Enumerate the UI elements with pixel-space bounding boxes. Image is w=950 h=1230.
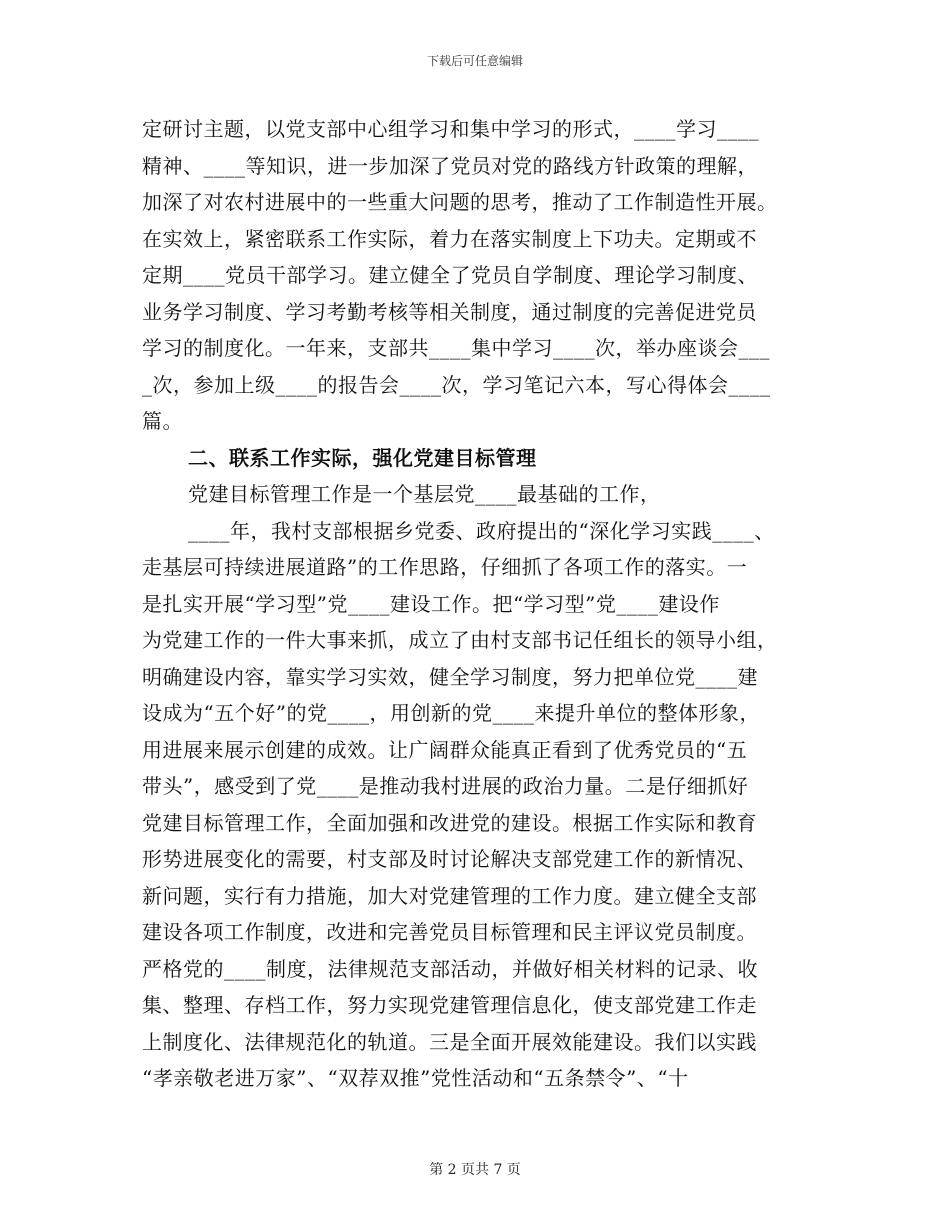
page-footer: 第 2 页共 7 页 — [429, 1162, 521, 1178]
paragraph-line: 定研讨主题，以党支部中心组学习和集中学习的形式，____学习____ — [142, 117, 759, 141]
paragraph-line: 精神、____等知识，进一步加深了党员对党的路线方针政策的理解， — [142, 153, 758, 178]
page-header: 下载后可任意编辑 — [426, 54, 523, 68]
paragraph-line: 党建目标管理工作，全面加强和改进党的建设。根据工作实际和教育 — [142, 810, 757, 835]
paragraph-line: 走基层可持续进展道路”的工作思路，仔细抓了各项工作的落实。一 — [142, 555, 748, 579]
paragraph-line: “孝亲敬老进万家”、“双荐双推”党性活动和“五条禁令”、“十 — [142, 1066, 689, 1090]
paragraph-line: 带头”，感受到了党____是推动我村进展的政治力量。二是仔细抓好 — [142, 774, 749, 798]
paragraph-line: 明确建设内容，靠实学习实效，健全学习制度，努力把单位党____建 — [142, 664, 758, 689]
paragraph-line: 为党建工作的一件大事来抓，成立了由村支部书记任组长的领导小组， — [142, 628, 778, 652]
paragraph-line: 是扎实开展“学习型”党____建设工作。把“学习型”党____建设作 — [142, 591, 720, 616]
section-heading: 二、联系工作实际，强化党建目标管理 — [188, 445, 537, 470]
paragraph-line: ____年，我村支部根据乡党委、政府提出的“深化学习实践____、 — [188, 518, 775, 543]
paragraph-line: _次，参加上级____的报告会____次，学习笔记六本，写心得体会____ — [142, 372, 771, 397]
paragraph-line: 形势进展变化的需要，村支部及时讨论解决支部党建工作的新情况、 — [142, 847, 757, 871]
paragraph-line: 上制度化、法律规范化的轨道。三是全面开展效能建设。我们以实践 — [142, 1029, 757, 1054]
paragraph-line: 用进展来展示创建的成效。让广阔群众能真正看到了优秀党员的“五 — [142, 737, 748, 762]
paragraph-line: 业务学习制度、学习考勤考核等相关制度，通过制度的完善促进党员 — [142, 299, 757, 324]
paragraph-line: 学习的制度化。一年来，支部共____集中学习____次，举办座谈会___ — [142, 336, 770, 360]
paragraph-line: 篇。 — [142, 409, 183, 433]
document-body — [142, 111, 810, 1097]
paragraph-line: 党建目标管理工作是一个基层党____最基础的工作， — [188, 482, 661, 506]
paragraph-line: 集、整理、存档工作，努力实现党建管理信息化，使支部党建工作走 — [142, 993, 757, 1017]
paragraph-line: 在实效上，紧密联系工作实际，着力在落实制度上下功夫。定期或不 — [142, 226, 757, 251]
paragraph-line: 加深了对农村进展中的一些重大问题的思考，推动了工作制造性开展。 — [142, 190, 778, 214]
paragraph-line: 严格党的____制度，法律规范支部活动，并做好相关材料的记录、收 — [142, 956, 758, 981]
paragraph-line: 定期____党员干部学习。建立健全了党员自学制度、理论学习制度、 — [142, 263, 758, 287]
paragraph-line: 新问题，实行有力措施，加大对党建管理的工作力度。建立健全支部 — [142, 883, 757, 908]
paragraph-line: 设成为“五个好”的党____，用创新的党____来提升单位的整体形象， — [142, 701, 760, 725]
paragraph-line: 建设各项工作制度，改进和完善党员目标管理和民主评议党员制度。 — [142, 920, 757, 944]
